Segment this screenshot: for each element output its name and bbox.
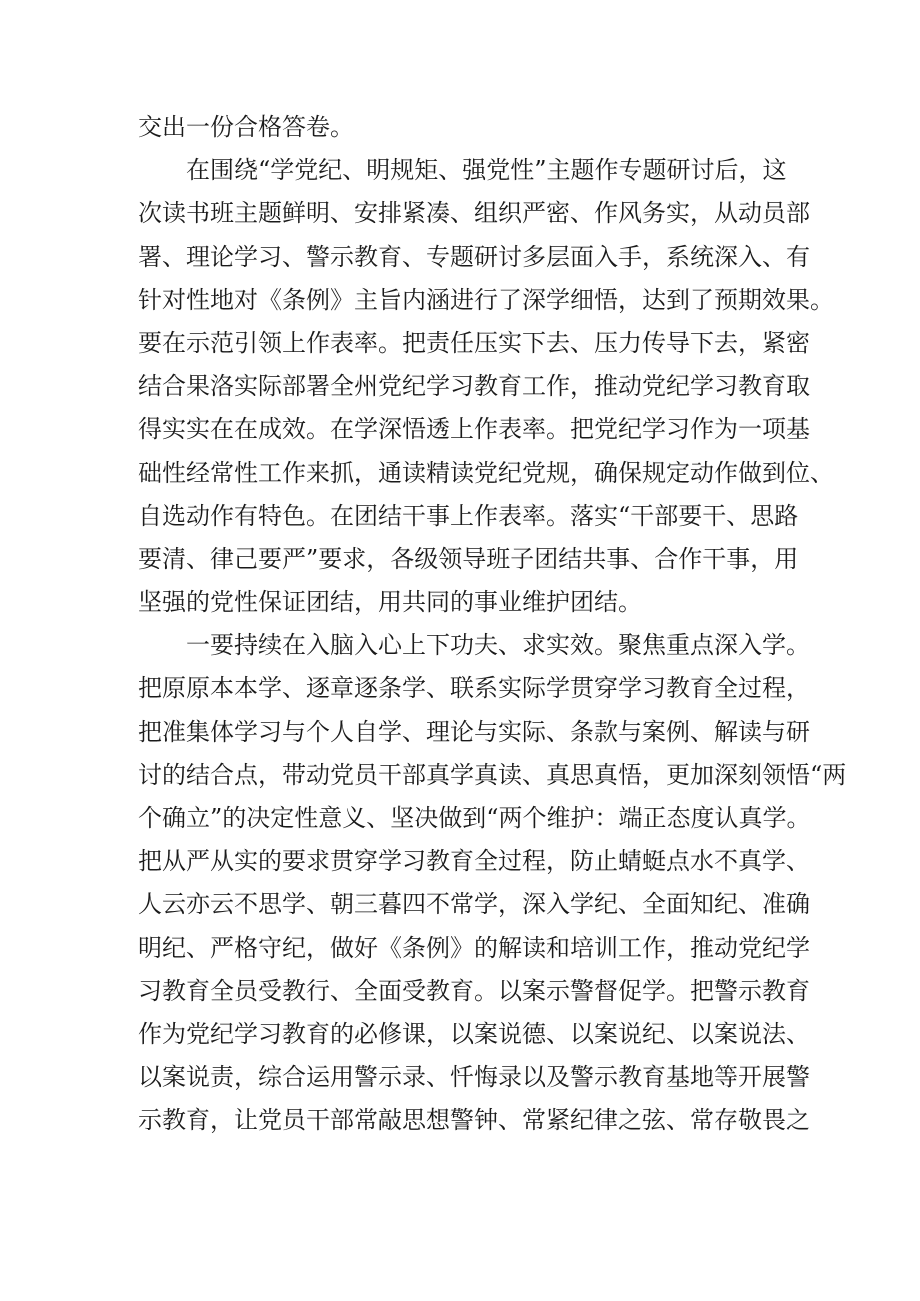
text-line: 把原原本本学、逐章逐条学、联系实际学贯穿学习教育全过程，: [138, 674, 810, 703]
paragraph-first-line: 一要持续在入脑入心上下功夫、求实效。聚焦重点深入学。: [186, 631, 810, 660]
text-line: 交出一份合格答卷。: [138, 113, 354, 141]
text-line: 自选动作有特色。在团结干事上作表率。落实“干部要干、思路: [138, 501, 799, 530]
text-line: 讨的结合点，带动党员干部真学真读、真思真悟，更加深刻领悟“两: [138, 760, 847, 789]
text-line: 把准集体学习与个人自学、理论与实际、条款与案例、解读与研: [138, 717, 810, 746]
text-line: 针对性地对《条例》主旨内涵进行了深学细悟，达到了预期效果。: [138, 285, 834, 314]
text-line: 结合果洛实际部署全州党纪学习教育工作，推动党纪学习教育取: [138, 372, 810, 401]
text-line: 习教育全员受教行、全面受教育。以案示警督促学。把警示教育: [138, 976, 810, 1005]
text-line: 础性经常性工作来抓，通读精读党纪党规，确保规定动作做到位、: [138, 458, 834, 487]
text-line: 坚强的党性保证团结，用共同的事业维护团结。: [138, 588, 642, 617]
text-line: 把从严从实的要求贯穿学习教育全过程，防止蜻蜓点水不真学、: [138, 847, 810, 876]
text-line: 要清、律己要严”要求，各级领导班子团结共事、合作干事，用: [138, 544, 799, 573]
text-line: 得实实在在成效。在学深悟透上作表率。把党纪学习作为一项基: [138, 415, 810, 444]
text-line: 作为党纪学习教育的必修课，以案说德、以案说纪、以案说法、: [138, 1019, 810, 1048]
document-body: [138, 106, 847, 1143]
text-line: 人云亦云不思学、朝三暮四不常学，深入学纪、全面知纪、准确: [138, 890, 810, 919]
text-line: 个确立”的决定性意义、坚决做到“两个维护：端正态度认真学。: [138, 804, 811, 832]
paragraph-first-line: 在围绕“学党纪、明规矩、强党性”主题作专题研讨后，这: [186, 156, 787, 185]
text-line: 要在示范引领上作表率。把责任压实下去、压力传导下去，紧密: [138, 328, 810, 357]
text-line: 明纪、严格守纪，做好《条例》的解读和培训工作，推动党纪学: [138, 933, 810, 962]
text-line: 以案说责，综合运用警示录、忏悔录以及警示教育基地等开展警: [138, 1063, 810, 1092]
text-line: 次读书班主题鲜明、安排紧凑、组织严密、作风务实，从动员部: [138, 199, 810, 228]
text-line: 署、理论学习、警示教育、专题研讨多层面入手，系统深入、有: [138, 242, 810, 271]
text-line: 示教育，让党员干部常敲思想警钟、常紧纪律之弦、常存敬畏之: [138, 1106, 810, 1135]
